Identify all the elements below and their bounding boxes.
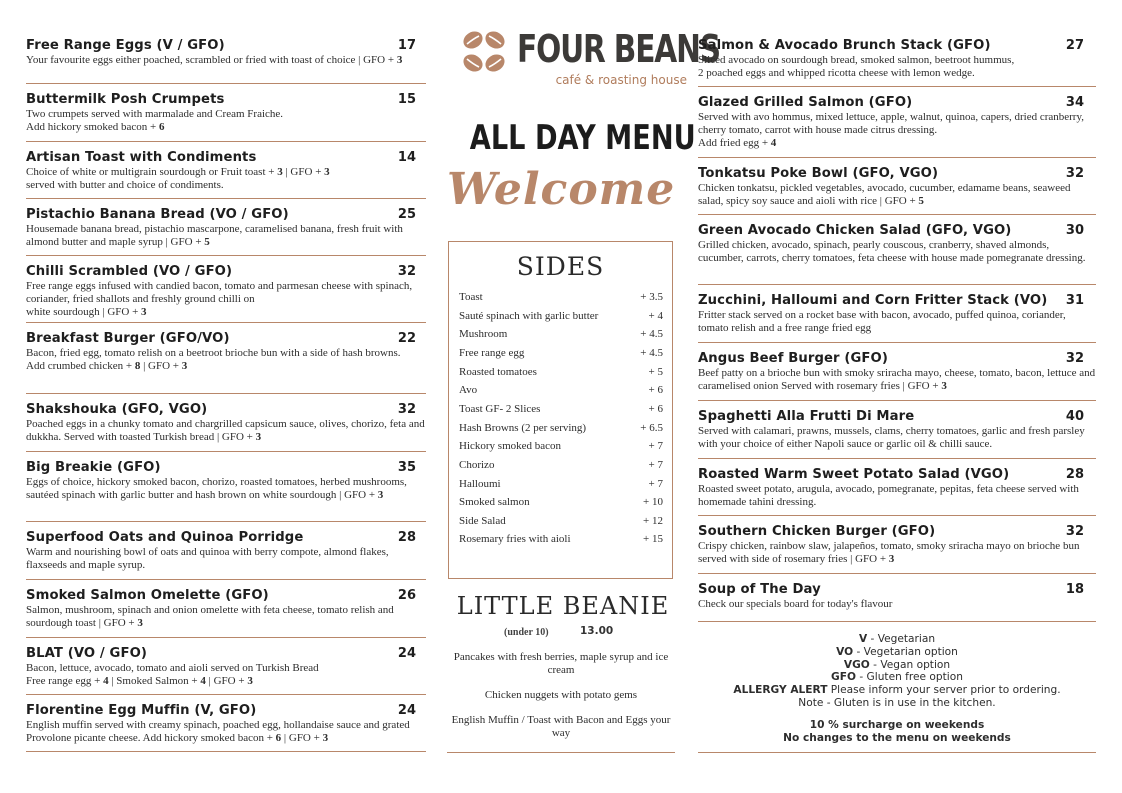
legend-line <box>698 633 1096 646</box>
side-item <box>459 533 663 545</box>
menu-item-header <box>698 95 1096 110</box>
side-item-name: Toast GF- 2 Slices <box>459 402 541 415</box>
menu-item-description: Grilled chicken, avocado, spinach, pearly couscous, cranberry, shaved almonds, cucumber, carrots, cherry tomatoes, feta cheese with house made pomegranate dressing. <box>698 239 1086 264</box>
menu-item-price: 32 <box>1065 166 1084 181</box>
menu-item-price: 15 <box>397 92 416 107</box>
sides-panel <box>448 241 673 579</box>
side-item-name: Hash Browns (2 per serving) <box>459 421 587 434</box>
menu-item-header <box>698 166 1096 181</box>
menu-item <box>26 530 426 580</box>
menu-item-header <box>698 524 1096 539</box>
legend-text: Note - Gluten is in use in the kitchen. <box>798 696 996 709</box>
menu-item-price: 25 <box>397 207 416 222</box>
menu-item <box>698 467 1096 516</box>
menu-item-name: Roasted Warm Sweet Potato Salad (VGO) <box>698 467 1010 482</box>
side-item <box>459 496 663 508</box>
side-item <box>459 328 663 340</box>
side-item-name: Side Salad <box>459 514 506 527</box>
menu-item-header <box>698 467 1096 482</box>
side-item-price: + 7 <box>648 440 663 453</box>
side-item-name: Hickory smoked bacon <box>459 440 562 453</box>
side-item <box>459 347 663 359</box>
page-title: ALL DAY MENU <box>469 118 696 158</box>
side-item <box>459 403 663 415</box>
menu-item <box>26 331 426 394</box>
menu-item-description: Two crumpets served with marmalade and Cream Fraiche. Add hickory smoked bacon + 6 <box>26 108 284 133</box>
menu-item-header <box>26 646 426 661</box>
surcharge-note: 10 % surcharge on weekends <box>809 719 985 731</box>
legend-text: - Gluten free option <box>856 671 963 684</box>
menu-item <box>698 293 1096 343</box>
no-changes-note: No changes to the menu on weekends <box>783 732 1011 744</box>
menu-notes <box>698 719 1096 745</box>
menu-item-description: Chicken tonkatsu, pickled vegetables, avocado, cucumber, edamame beans, seaweed salad, spicy soy sauce and aioli with rice | GFO + 5 <box>698 182 1071 207</box>
side-item-price: + 4 <box>648 309 663 322</box>
legend-text: Please inform your server prior to ordering. <box>827 684 1061 697</box>
menu-item-header <box>26 460 426 475</box>
side-item-price: + 7 <box>648 477 663 490</box>
side-item-name: Roasted tomatoes <box>459 365 537 378</box>
menu-item-name: Florentine Egg Muffin (V, GFO) <box>26 703 257 718</box>
menu-item <box>26 264 426 323</box>
menu-item-description: Housemade banana bread, pistachio mascarpone, caramelised banana, fresh fruit with almond butter and maple syrup | GFO + 5 <box>26 223 403 248</box>
menu-item-header <box>26 588 426 603</box>
side-item <box>459 422 663 434</box>
side-item <box>459 291 663 303</box>
menu-item <box>698 524 1096 574</box>
side-item-name: Smoked salmon <box>459 496 530 509</box>
menu-item-header <box>26 264 426 279</box>
side-item-price: + 6 <box>648 384 663 397</box>
side-item-price: + 12 <box>643 514 663 527</box>
side-item-price: + 4.5 <box>640 346 663 359</box>
side-item-price: + 4.5 <box>640 328 663 341</box>
coffee-bean-logo-icon <box>459 29 511 75</box>
menu-item-description: Eggs of choice, hickory smoked bacon, chorizo, roasted tomatoes, herbed mushrooms, sautéed spinach with garlic butter and hash brown on white sourdough | GFO + 3 <box>26 476 407 501</box>
menu-item-description: Bacon, lettuce, avocado, tomato and aioli served on Turkish Bread Free range egg + 4 | Smoked Salmon + 4 | GFO + 3 <box>26 662 319 687</box>
menu-item-name: Zucchini, Halloumi and Corn Fritter Stack (VO) <box>698 293 1048 308</box>
menu-item-name: Soup of The Day <box>698 582 821 597</box>
menu-item-price: 17 <box>397 38 416 53</box>
menu-item-description: Bacon, fried egg, tomato relish on a beetroot brioche bun with a side of hash browns. Add crumbed chicken + 8 | GFO + 3 <box>26 347 401 372</box>
menu-item-name: Angus Beef Burger (GFO) <box>698 351 888 366</box>
menu-item-header <box>26 38 426 53</box>
menu-item-description: Beef patty on a brioche bun with smoky sriracha mayo, cheese, tomato, bacon, lettuce and caramelised onion Served with rosemary fries | GFO + 3 <box>698 367 1096 392</box>
menu-item-description: Served with avo hommus, mixed lettuce, apple, walnut, quinoa, capers, dried cranberry, cherry tomato, carrot with house made citrus dressing. Add fried egg + 4 <box>698 111 1084 149</box>
menu-item <box>698 166 1096 215</box>
menu-item <box>698 223 1096 285</box>
menu-item-header <box>26 92 426 107</box>
divider <box>698 752 1096 753</box>
menu-item <box>698 582 1096 622</box>
menu-item <box>26 588 426 638</box>
menu-item-name: Shakshouka (GFO, VGO) <box>26 402 208 417</box>
menu-item <box>698 351 1096 401</box>
menu-item-name: Big Breakie (GFO) <box>26 460 161 475</box>
menu-item <box>26 460 426 522</box>
menu-item-header <box>26 703 426 718</box>
menu-item-header <box>26 530 426 545</box>
brand-tagline: café & roasting house <box>555 73 687 87</box>
menu-item-description: Salmon, mushroom, spinach and onion omelette with feta cheese, tomato relish and sourdough toast | GFO + 3 <box>26 604 394 629</box>
menu-item-name: Pistachio Banana Bread (VO / GFO) <box>26 207 289 222</box>
menu-item-header <box>698 582 1096 597</box>
menu-item-description: Served with calamari, prawns, mussels, clams, cherry tomatoes, garlic and fresh parsley with your choice of either Napoli sauce or garlic oil & chilli sauce. <box>698 425 1085 450</box>
side-item <box>459 478 663 490</box>
side-item-name: Sauté spinach with garlic butter <box>459 309 599 322</box>
menu-item-name: Smoked Salmon Omelette (GFO) <box>26 588 269 603</box>
side-item <box>459 310 663 322</box>
side-item <box>459 440 663 452</box>
little-beanie-item: Chicken nuggets with potato gems <box>484 689 638 701</box>
menu-item-name: Chilli Scrambled (VO / GFO) <box>26 264 233 279</box>
menu-item-name: Salmon & Avocado Brunch Stack (GFO) <box>698 38 991 53</box>
side-item-name: Rosemary fries with aioli <box>459 533 571 546</box>
menu-item-name: BLAT (VO / GFO) <box>26 646 148 661</box>
menu-item-header <box>26 402 426 417</box>
menu-item-price: 22 <box>397 331 416 346</box>
legend-line <box>698 684 1096 697</box>
side-item-name: Avo <box>459 384 478 397</box>
menu-item-header <box>698 293 1096 308</box>
side-item <box>459 515 663 527</box>
menu-item <box>698 38 1096 87</box>
menu-item <box>698 409 1096 459</box>
legend-text: - Vegetarian option <box>853 645 958 658</box>
menu-item-name: Southern Chicken Burger (GFO) <box>698 524 936 539</box>
side-item-name: Mushroom <box>459 328 508 341</box>
legend-code: VO <box>836 645 854 658</box>
menu-item <box>26 703 426 752</box>
menu-item-header <box>698 409 1096 424</box>
menu-item <box>26 38 426 84</box>
menu-item-description: English muffin served with creamy spinach, poached egg, hollandaise sauce and grated Provolone picante cheese. Add hickory smoked bacon + 6 | GFO + 3 <box>26 719 410 744</box>
little-beanie-price: 13.00 <box>580 625 614 637</box>
menu-item-price: 30 <box>1065 223 1084 238</box>
menu-item <box>26 92 426 142</box>
side-item-price: + 6.5 <box>640 421 663 434</box>
divider <box>447 752 675 753</box>
brand-logo <box>459 27 720 91</box>
menu-item <box>698 95 1096 158</box>
menu-item-header <box>698 38 1096 53</box>
menu-item-description: Choice of white or multigrain sourdough or Fruit toast + 3 | GFO + 3 served with butter and choice of condiments. <box>26 166 330 191</box>
side-item-name: Halloumi <box>459 477 501 490</box>
side-item-name: Free range egg <box>459 346 525 359</box>
menu-item-description: Fritter stack served on a rocket base with bacon, avocado, puffed quinoa, coriander, tomato relish and a free range fried egg <box>698 309 1066 334</box>
side-item-price: + 6 <box>648 402 663 415</box>
side-item-price: + 7 <box>648 458 663 471</box>
menu-item-description: Free range eggs infused with candied bacon, tomato and parmesan cheese with spinach, coriander, fried shallots and freshly ground chilli on white sourdough | GFO + 3 <box>26 280 413 318</box>
menu-item-description: Poached eggs in a chunky tomato and chargrilled capsicum sauce, olives, chorizo, feta and dukkha. Served with toasted Turkish bread | GFO + 3 <box>26 418 425 443</box>
legend-code: ALLERGY ALERT <box>733 684 828 697</box>
menu-item-price: 34 <box>1065 95 1084 110</box>
menu-item-price: 18 <box>1065 582 1084 597</box>
side-item <box>459 384 663 396</box>
legend-line <box>698 671 1096 684</box>
menu-item-price: 26 <box>397 588 416 603</box>
menu-item-price: 24 <box>397 703 416 718</box>
menu-item <box>26 402 426 452</box>
menu-item-name: Spaghetti Alla Frutti Di Mare <box>698 409 915 424</box>
sides-title: SIDES <box>516 252 605 281</box>
legend-code: V <box>858 633 868 645</box>
side-item-name: Toast <box>459 291 483 303</box>
menu-item-name: Free Range Eggs (V / GFO) <box>26 38 225 53</box>
menu-item-description: Roasted sweet potato, arugula, avocado, pomegranate, pepitas, feta cheese served with homemade tahini dressing. <box>698 483 1079 508</box>
side-item-name: Chorizo <box>459 458 495 471</box>
menu-item-name: Tonkatsu Poke Bowl (GFO, VGO) <box>698 166 939 181</box>
menu-item-header <box>26 331 426 346</box>
menu-item <box>26 207 426 256</box>
menu-item-price: 28 <box>1065 467 1084 482</box>
menu-item-price: 31 <box>1065 293 1084 308</box>
side-item-price: + 10 <box>643 496 663 509</box>
menu-item-description: Warm and nourishing bowl of oats and quinoa with berry compote, almond flakes, flaxseeds and maple syrup. <box>26 546 389 571</box>
menu-item-header <box>698 351 1096 366</box>
menu-item <box>26 150 426 199</box>
side-item-price: + 15 <box>643 533 663 546</box>
legend-line <box>698 697 1096 710</box>
side-item <box>459 459 663 471</box>
dietary-legend <box>698 633 1096 710</box>
menu-item-header <box>26 207 426 222</box>
legend-code: VGO <box>843 658 870 671</box>
menu-item-price: 28 <box>397 530 416 545</box>
little-beanie-title: LITTLE BEANIE <box>456 592 670 620</box>
welcome-heading: Welcome <box>447 164 676 215</box>
legend-text: - Vegetarian <box>867 633 936 645</box>
menu-item-price: 14 <box>397 150 416 165</box>
menu-item-description: Crispy chicken, rainbow slaw, jalapeños, tomato, smoky sriracha mayo on brioche bun served with side of rosemary fries | GFO + 3 <box>698 540 1080 565</box>
legend-code: GFO <box>831 671 856 684</box>
menu-item-description: Check our specials board for today's flavour <box>698 598 893 610</box>
menu-item-name: Glazed Grilled Salmon (GFO) <box>698 95 913 110</box>
menu-item-description: Sliced avocado on sourdough bread, smoked salmon, beetroot hummus, 2 poached eggs and whipped ricotta cheese with lemon wedge. <box>698 54 1015 79</box>
menu-item <box>26 646 426 695</box>
little-beanie-item: English Muffin / Toast with Bacon and Eggs your way <box>451 714 671 739</box>
menu-item-price: 27 <box>1065 38 1084 53</box>
menu-item-name: Artisan Toast with Condiments <box>26 150 257 165</box>
legend-text: - Vegan option <box>869 658 951 671</box>
menu-item-header <box>698 223 1096 238</box>
menu-item-price: 40 <box>1065 409 1084 424</box>
menu-item-price: 35 <box>397 460 416 475</box>
menu-item-name: Green Avocado Chicken Salad (GFO, VGO) <box>698 223 1012 238</box>
menu-item-price: 32 <box>1065 351 1084 366</box>
menu-item-name: Breakfast Burger (GFO/VO) <box>26 331 230 346</box>
side-item <box>459 366 663 378</box>
menu-item-price: 32 <box>1065 524 1084 539</box>
little-beanie-age: (under 10) <box>504 627 549 638</box>
menu-item-description: Your favourite eggs either poached, scrambled or fried with toast of choice | GFO + 3 <box>26 54 403 66</box>
menu-item-price: 32 <box>397 264 416 279</box>
little-beanie-item: Pancakes with fresh berries, maple syrup and ice cream <box>453 651 669 676</box>
menu-item-price: 32 <box>397 402 416 417</box>
legend-line <box>698 646 1096 659</box>
brand-name: FOUR BEANS <box>517 27 720 71</box>
side-item-price: + 3.5 <box>640 291 663 303</box>
side-item-price: + 5 <box>648 365 663 378</box>
menu-item-header <box>26 150 426 165</box>
menu-item-name: Buttermilk Posh Crumpets <box>26 92 225 107</box>
menu-item-price: 24 <box>397 646 416 661</box>
legend-line <box>698 659 1096 672</box>
menu-item-name: Superfood Oats and Quinoa Porridge <box>26 530 304 545</box>
